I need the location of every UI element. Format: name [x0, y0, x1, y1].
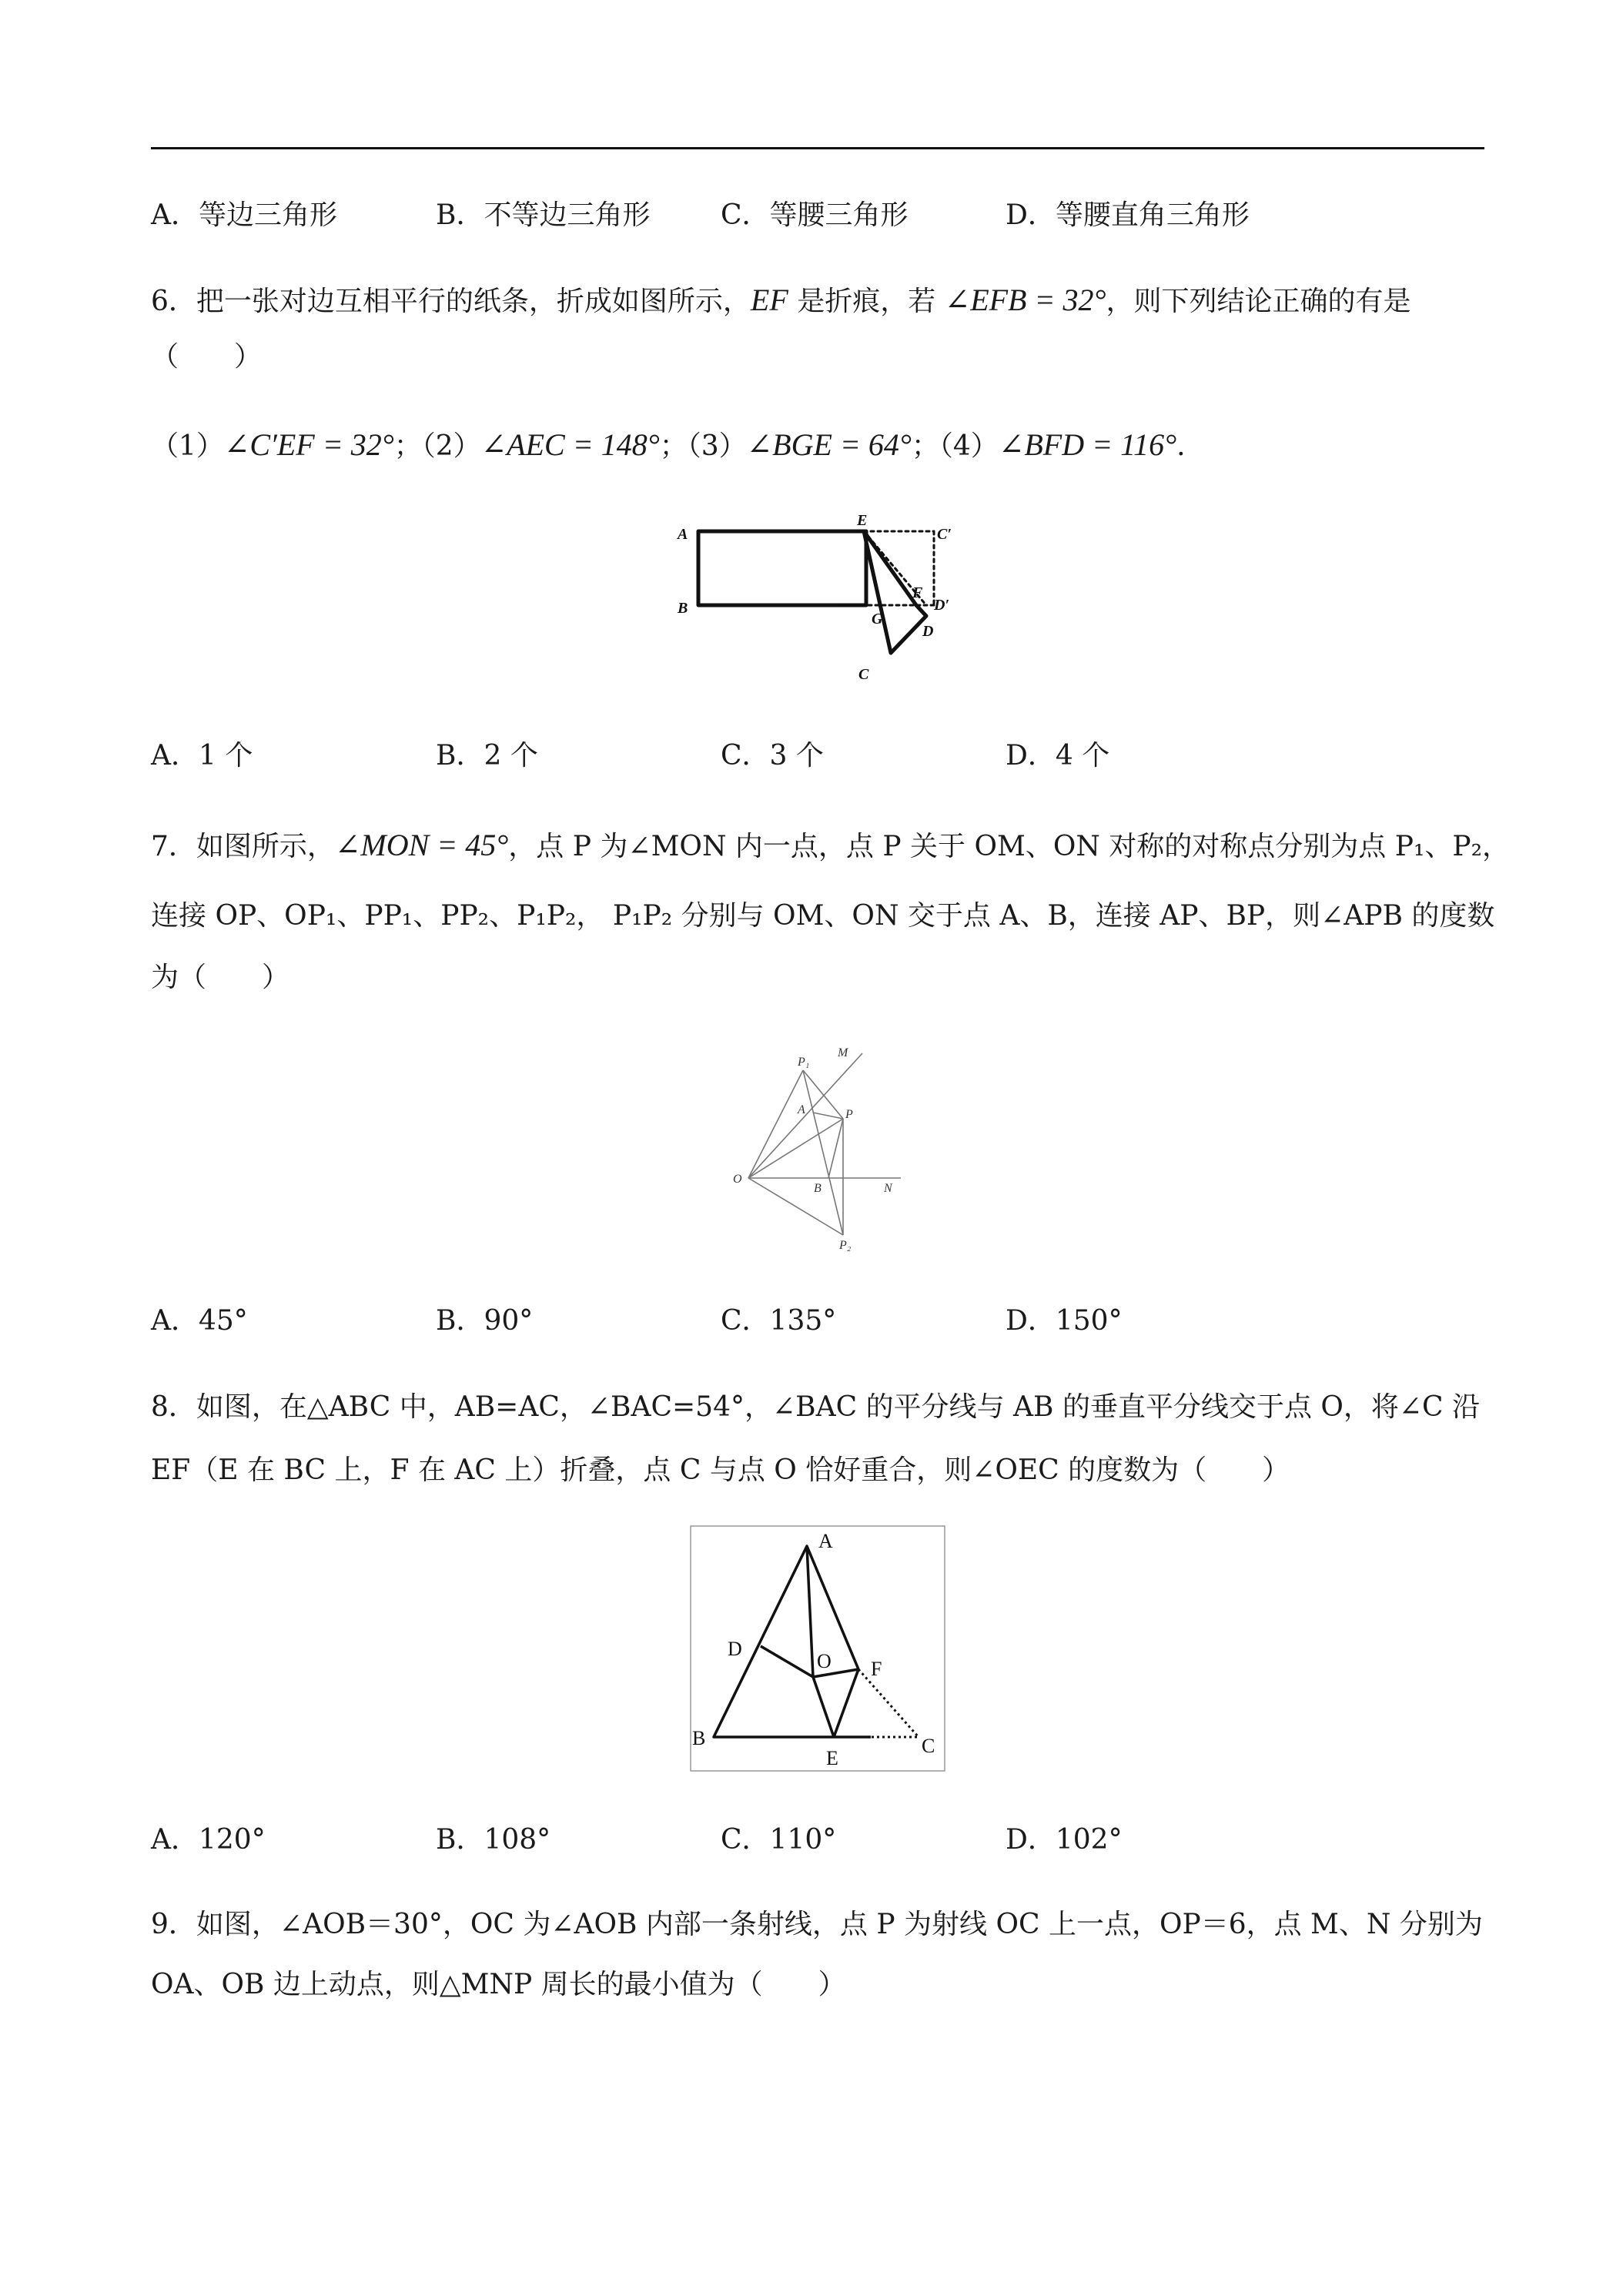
- q8-label-B: B: [692, 1727, 706, 1749]
- q8-label-E: E: [826, 1747, 838, 1769]
- q9-line-1: 9．如图，∠AOB＝30°，OC 为∠AOB 内部一条射线，点 P 为射线 OC 上一点，OP＝6，点 M、N 分别为: [151, 1909, 1483, 1940]
- q6-label-D-prime: D′: [934, 597, 950, 614]
- q6-option-a[interactable]: A．1 个: [151, 740, 253, 771]
- q8-label-O: O: [817, 1650, 832, 1672]
- q9-line-2: OA、OB 边上动点，则△MNP 周长的最小值为（ ）: [151, 1969, 846, 2000]
- q8-figure: [689, 1523, 951, 1777]
- q6-stem: 6．把一张对边互相平行的纸条，折成如图所示，EF 是折痕，若 ∠EFB = 32°，则下列结论正确的有是: [151, 283, 1411, 317]
- q7-label-P: P: [845, 1108, 853, 1121]
- q7-label-N: N: [884, 1182, 892, 1195]
- q5-option-d[interactable]: D．等腰直角三角形: [1006, 199, 1250, 231]
- q6-label-B: B: [678, 600, 688, 617]
- q7-label-P1: P₁: [798, 1056, 810, 1069]
- q7-label-O: O: [733, 1173, 742, 1186]
- q7-line-3: 为（ ）: [151, 962, 290, 993]
- q5-option-c[interactable]: C．等腰三角形: [721, 199, 909, 231]
- q8-label-A: A: [818, 1530, 833, 1552]
- q7-option-c[interactable]: C．135°: [721, 1305, 837, 1337]
- q6-option-c[interactable]: C．3 个: [721, 740, 824, 771]
- q7-option-d[interactable]: D．150°: [1006, 1305, 1123, 1337]
- q8-line-2: EF（E 在 BC 上，F 在 AC 上）折叠，点 C 与点 O 恰好重合，则∠OEC 的度数为（ ）: [151, 1454, 1290, 1486]
- q6-option-d[interactable]: D．4 个: [1006, 740, 1110, 771]
- q6-answer-paren: （ ）: [151, 341, 263, 373]
- q7-label-P2: P₂: [839, 1239, 852, 1252]
- q8-label-D: D: [728, 1638, 742, 1660]
- q6-label-C: C: [858, 666, 869, 683]
- q6-label-F: F: [912, 584, 923, 601]
- q7-line-1: 7．如图所示，∠MON = 45°，点 P 为∠MON 内一点，点 P 关于 OM、ON 对称的对称点分别为点 P₁、P₂，: [151, 828, 1511, 862]
- q7-label-A: A: [798, 1103, 805, 1116]
- q8-option-c[interactable]: C．110°: [721, 1824, 837, 1856]
- q6-option-b[interactable]: B．2 个: [436, 740, 538, 771]
- q5-option-a[interactable]: A．等边三角形: [151, 199, 338, 231]
- q6-conclusions: （1）∠C′EF = 32°；（2）∠AEC = 148°；（3）∠BGE = 64°；（4）∠BFD = 116°.: [151, 427, 1186, 462]
- header-rule: [151, 147, 1484, 149]
- q5-option-b[interactable]: B．不等边三角形: [436, 199, 651, 231]
- q8-option-d[interactable]: D．102°: [1006, 1824, 1123, 1856]
- q6-strip-left: [698, 531, 866, 605]
- q7-line-2: 连接 OP、OP₁、PP₁、PP₂、P₁P₂， P₁P₂ 分别与 OM、ON 交于点 A、B，连接 AP、BP，则∠APB 的度数: [151, 900, 1495, 932]
- q6-label-A: A: [678, 526, 688, 543]
- q6-figure: [670, 508, 978, 701]
- q7-option-b[interactable]: B．90°: [436, 1305, 534, 1337]
- q6-label-C-prime: C′: [937, 526, 952, 543]
- q7-option-a[interactable]: A．45°: [151, 1305, 248, 1337]
- q6-label-D: D: [922, 623, 934, 640]
- q6-label-E: E: [857, 512, 868, 529]
- q8-option-b[interactable]: B．108°: [436, 1824, 551, 1856]
- q7-label-B: B: [814, 1182, 822, 1195]
- q7-figure: [724, 1039, 909, 1263]
- q8-label-F: F: [871, 1658, 882, 1680]
- q8-label-C: C: [922, 1735, 935, 1757]
- q8-option-a[interactable]: A．120°: [151, 1824, 266, 1856]
- q8-line-1: 8．如图，在△ABC 中，AB=AC，∠BAC=54°，∠BAC 的平分线与 AB 的垂直平分线交于点 O，将∠C 沿: [151, 1391, 1481, 1423]
- q6-label-G: G: [872, 611, 883, 628]
- q7-label-M: M: [838, 1046, 848, 1059]
